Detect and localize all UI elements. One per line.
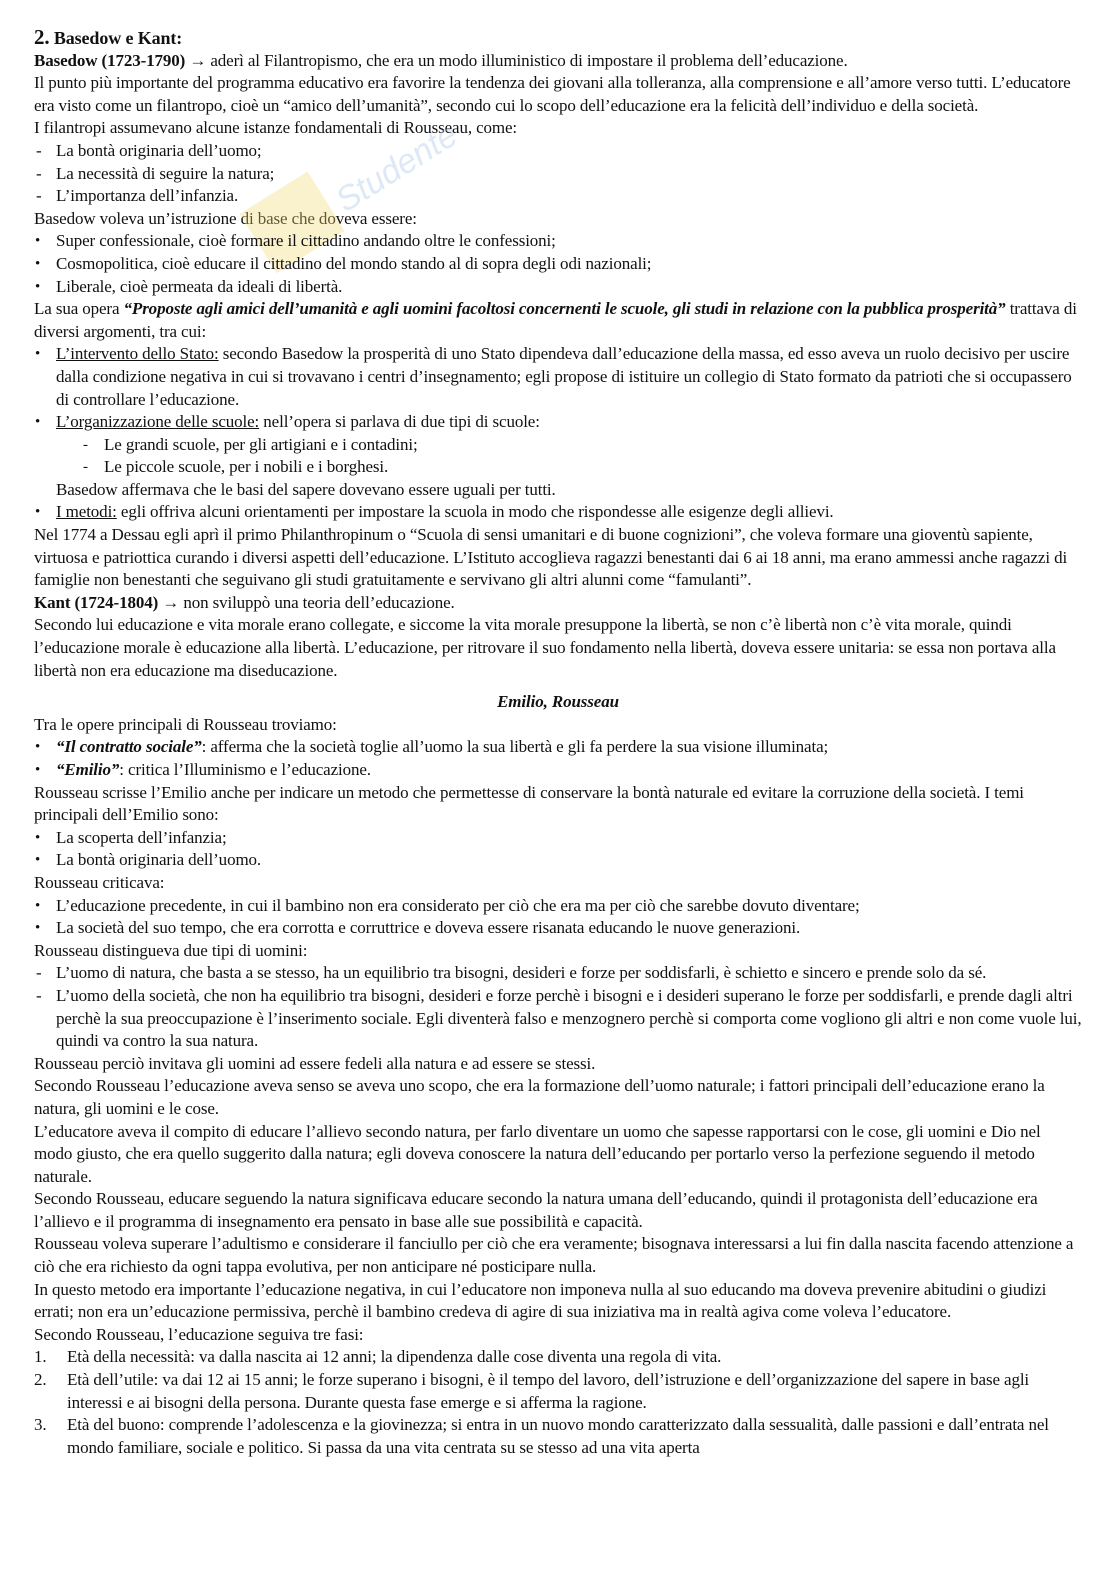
- paragraph: Nel 1774 a Dessau egli aprì il primo Philanthropinum o “Scuola di sensi umanitari e di buone cognizioni”, che voleva formare una gioventù sapiente, virtuosa e patriottica curando i diversi aspetti dell’educazione. L’Istituto accoglieva ragazzi benestanti dai 6 ai 18 anni, ma erano ammessi anche ragazzi di famiglie non benestanti che seguivano gli studi gratuitamente e servivano gli altri alunni come “famulanti”.: [34, 525, 1068, 590]
- arrow-symbol: →: [162, 592, 180, 612]
- list-item: 3. Età del buono: comprende l’adolescenza e la giovinezza; si entra in un nuovo mondo caratterizzato dalla sessualità, dalle passioni e dall’entrata nel mondo familiare, sociale e politico. Si passa da una vita centrata su se stesso ad una vita aperta: [34, 1415, 1049, 1457]
- list-item: - Le grandi scuole, per gli artigiani e i contadini;: [83, 434, 418, 454]
- arrow-symbol: →: [189, 50, 207, 70]
- list-item: • L’organizzazione delle scuole: nell’opera si parlava di due tipi di scuole: - Le grandi scuole, per gli artigiani e i contadini; - Le piccole scuole, per i nobili e i borghesi. Basedow affermava che le basi del sapere dovevano essere uguali per tutti.: [34, 411, 1082, 501]
- list-item: • Cosmopolitica, cioè educare il cittadino del mondo stando al di sopra degli odi nazionali;: [35, 253, 652, 273]
- work-title: “Proposte agli amici dell’umanità e agli uomini facoltosi concernenti le scuole, gli studi in relazione con la pubblica prosperità”: [123, 299, 1006, 319]
- bullet-list: [34, 230, 1082, 298]
- list-item: • L’educazione precedente, in cui il bambino non era considerato per ciò che era ma per ciò che sarebbe dovuto diventare;: [35, 895, 860, 915]
- section-title: Basedow e Kant:: [53, 28, 183, 48]
- list-item: • I metodi: egli offriva alcuni orientamenti per impostare la scuola in modo che rispondesse alle esigenze degli allievi.: [35, 502, 834, 522]
- list-item: • Liberale, cioè permeata da ideali di libertà.: [35, 276, 343, 296]
- paragraph: Secondo Rousseau, l’educazione seguiva tre fasi:: [34, 1324, 364, 1344]
- dash-list: [34, 140, 1082, 208]
- list-item: - L’uomo della società, che non ha equilibrio tra bisogni, desideri e forze perchè i bisogni e i desideri superano le forze per soddisfarli, e prende dagli altri perchè la sua preoccupazione è l’inserimento sociale. Egli diventerà falso e menzognero perchè si comporta come vogliono gli altri e non come vuole lui, quindi va contro la sua natura.: [36, 985, 1082, 1051]
- list-item: - La necessità di seguire la natura;: [36, 163, 275, 183]
- list-item: - La bontà originaria dell’uomo;: [36, 140, 262, 160]
- paragraph: Secondo lui educazione e vita morale erano collegate, e siccome la vita morale presuppone la libertà, se non c’è libertà non c’è vita morale, quindi l’educazione morale è educazione alla libertà. L’educazione, per ritrovare il suo fondamento nella libertà, doveva essere unitaria: se essa non portava alla libertà non era educazione ma diseducazione.: [34, 615, 1056, 680]
- paragraph: Rousseau scrisse l’Emilio anche per indicare un metodo che permettesse di conservare la bontà naturale ed evitare la corruzione della società. I temi principali dell’Emilio sono:: [34, 782, 1024, 825]
- section-heading: [34, 26, 1082, 50]
- watermark-text: Studente: [329, 115, 465, 220]
- numbered-list: [34, 1346, 1082, 1459]
- list-item: 1. Età della necessità: va dalla nascita ai 12 anni; la dipendenza dalle cose diventa una regola di vita.: [34, 1347, 722, 1367]
- bullet-list: [34, 736, 1082, 781]
- paragraph: Tra le opere principali di Rousseau troviamo:: [34, 714, 337, 734]
- kant-name: Kant (1724-1804): [34, 592, 159, 612]
- basedow-intro: [34, 50, 1082, 73]
- basedow-name: Basedow (1723-1790): [34, 50, 186, 70]
- kant-intro-text: non sviluppò una teoria dell’educazione.: [179, 592, 455, 612]
- paragraph: In questo metodo era importante l’educazione negativa, in cui l’educatore non imponeva nulla al suo educando ma doveva prevenire abitudini o giudizi errati; non era un’educazione permissiva, perchè il bambino credeva di agire di sua iniziativa ma in realtà agiva come voleva l’educatore.: [34, 1279, 1047, 1322]
- bullet-list: [34, 895, 1082, 940]
- paragraph: I filantropi assumevano alcune istanze fondamentali di Rousseau, come:: [34, 118, 518, 138]
- list-item: • La bontà originaria dell’uomo.: [35, 850, 262, 870]
- basedow-intro-text: aderì al Filantropismo, che era un modo illuministico di impostare il problema dell’educazione.: [206, 50, 848, 70]
- paragraph: Il punto più importante del programma educativo era favorire la tendenza dei giovani alla tolleranza, alla comprensione e all’amore verso tutti. L’educatore era visto come un filantropo, cioè un “amico dell’umanità”, secondo cui lo scopo dell’educazione era la felicità dell’individuo e della società.: [34, 73, 1071, 115]
- kant-intro: [34, 592, 1082, 615]
- paragraph: L’educatore aveva il compito di educare l’allievo secondo natura, per farlo diventare un uomo che sapesse rapportarsi con le cose, gli uomini e Dio nel modo giusto, che era quello suggerito dalla natura; egli doveva conoscere la natura dell’educando per portarlo verso la perfezione seguendo il metodo naturale.: [34, 1121, 1041, 1186]
- list-item: • L’intervento dello Stato: secondo Basedow la prosperità di uno Stato dipendeva dall’educazione della massa, ed esso aveva un ruolo decisivo per uscire dalla condizione negativa in cui si trovavano i centri d’insegnamento; egli propose di istituire un collegio di Stato formato da patrioti che si occupassero di controllare l’educazione.: [35, 344, 1072, 409]
- list-item: • La società del suo tempo, che era corrotta e corruttrice e doveva essere risanata educando le nuove generazioni.: [35, 918, 801, 938]
- bullet-list: [34, 343, 1082, 524]
- dash-list: [34, 962, 1082, 1052]
- paragraph: Rousseau perciò invitava gli uomini ad essere fedeli alla natura e ad essere se stessi.: [34, 1053, 596, 1073]
- paragraph: La sua opera “Proposte agli amici dell’umanità e agli uomini facoltosi concernenti le scuole, gli studi in relazione con la pubblica prosperità” trattava di diversi argomenti, tra cui:: [34, 299, 1077, 341]
- schools-note: Basedow affermava che le basi del sapere dovevano essere uguali per tutti.: [56, 479, 556, 499]
- paragraph: Secondo Rousseau, educare seguendo la natura significava educare secondo la natura umana dell’educando, quindi il protagonista dell’educazione era l’allievo e il programma di insegnamento era pensato in base alle sue possibilità e capacità.: [34, 1189, 1038, 1231]
- list-item: • “Emilio”: critica l’Illuminismo e l’educazione.: [35, 760, 371, 779]
- list-item: • La scoperta dell’infanzia;: [35, 827, 227, 847]
- dash-sublist: [56, 434, 1082, 479]
- list-item: • Super confessionale, cioè formare il cittadino andando oltre le confessioni;: [35, 231, 556, 251]
- paragraph: Rousseau voleva superare l’adultismo e considerare il fanciullo per ciò che era veramente; bisognava interessarsi a lui fin dalla nascita facendo attenzione a ciò che era richiesto da ogni tappa evolutiva, per non anticipare né posticipare nulla.: [34, 1234, 1074, 1277]
- list-item: - L’importanza dell’infanzia.: [36, 186, 239, 206]
- paragraph: Secondo Rousseau l’educazione aveva senso se aveva uno scopo, che era la formazione dell’uomo naturale; i fattori principali dell’educazione erano la natura, gli uomini e le cose.: [34, 1076, 1045, 1118]
- bullet-list: [34, 827, 1082, 872]
- list-item: - L’uomo di natura, che basta a se stesso, ha un equilibrio tra bisogni, desideri e forze per soddisfarli, è schietto e sincero e prende solo da sé.: [36, 963, 987, 983]
- subsection-title: Emilio, Rousseau: [497, 692, 619, 712]
- paragraph: Rousseau distingueva due tipi di uomini:: [34, 940, 308, 960]
- list-item: - Le piccole scuole, per i nobili e i borghesi.: [83, 457, 389, 477]
- paragraph: Basedow voleva un’istruzione di base che doveva essere:: [34, 208, 417, 228]
- list-item: 2. Età dell’utile: va dai 12 ai 15 anni; le forze superano i bisogni, è il tempo del lavoro, dell’istruzione e dell’organizzazione del sapere in base agli interessi e ai bisogni della persona. Durante questa fase emerge e si afferma la ragione.: [34, 1370, 1030, 1412]
- section-number: 2.: [34, 25, 50, 49]
- paragraph: Rousseau criticava:: [34, 872, 165, 892]
- list-item: • “Il contratto sociale”: afferma che la società toglie all’uomo la sua libertà e gli fa perdere la sua visione illuminata;: [35, 737, 829, 757]
